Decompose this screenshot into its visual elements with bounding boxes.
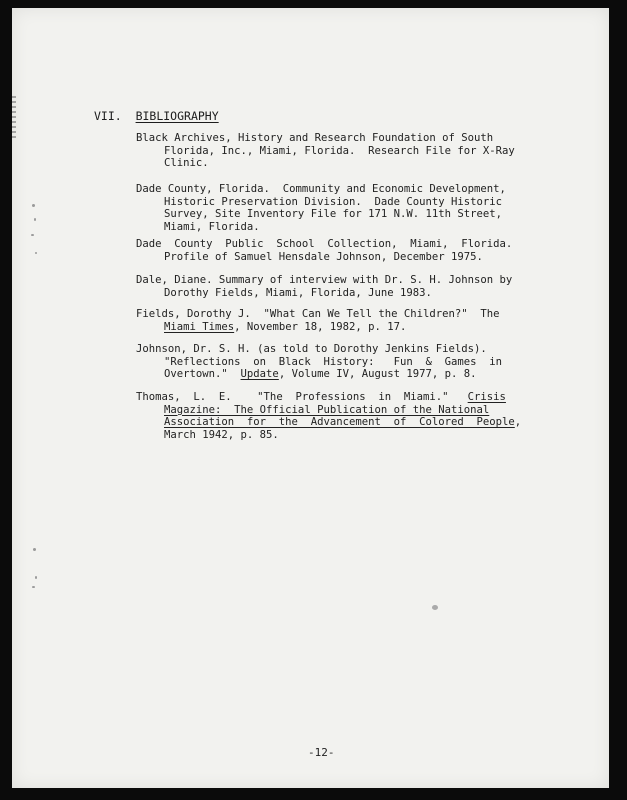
entry-text: Dade County Public School Collection, Miami, Florida.	[136, 238, 513, 250]
underlined-title-text: Magazine: The Official Publication of the National	[164, 403, 490, 416]
entry-line	[136, 132, 566, 145]
underlined-title-text: Crisis	[467, 391, 506, 403]
entry-line	[136, 416, 566, 429]
entry-text: Black Archives, History and Research Foundation of South	[136, 132, 494, 144]
entry-line	[136, 196, 566, 209]
entry-text: Profile of Samuel Hensdale Johnson, December 1975.	[164, 250, 483, 263]
scan-speck	[432, 605, 438, 610]
scan-speck	[31, 234, 34, 236]
entry-text: Johnson, Dr. S. H. (as told to Dorothy Jenkins Fields).	[136, 343, 487, 355]
entry-text: Dale, Diane. Summary of interview with Dr. S. H. Johnson by	[136, 274, 513, 286]
scan-speck	[32, 204, 35, 207]
bibliography-entry	[136, 183, 566, 233]
entry-line	[136, 145, 566, 158]
underlined-title-text: Miami Times	[164, 320, 235, 333]
entry-text: Dorothy Fields, Miami, Florida, June 1983.	[164, 286, 432, 299]
entry-text: March 1942, p. 85.	[164, 428, 279, 441]
entry-text: ,	[514, 416, 522, 429]
entry-text: "Reflections on Black History: Fun & Games in	[164, 355, 503, 368]
bibliography-entry	[136, 274, 566, 299]
scan-speck	[33, 548, 36, 551]
entry-line	[136, 321, 566, 334]
entry-text: Clinic.	[164, 157, 209, 170]
section-heading	[94, 109, 219, 123]
entry-line	[136, 238, 566, 251]
entry-line	[136, 429, 566, 442]
scan-speck	[35, 576, 37, 579]
entry-line	[136, 157, 566, 170]
bibliography-entry	[136, 132, 566, 170]
scan-speck	[34, 218, 36, 221]
entry-text: Florida, Inc., Miami, Florida. Research File for X-Ray	[164, 144, 515, 157]
entry-text: Thomas, L. E. "The Professions in Miami."	[136, 391, 468, 403]
entry-text: , November 18, 1982, p. 17.	[234, 320, 407, 333]
entry-line	[136, 391, 566, 404]
page-number: -12-	[308, 746, 335, 759]
entry-line	[136, 356, 566, 369]
bibliography-entry	[136, 238, 566, 263]
entry-line	[136, 208, 566, 221]
entry-line	[136, 368, 566, 381]
underlined-title-text: Association for the Advancement of Colored People	[164, 416, 515, 429]
entry-text: Overtown."	[164, 368, 241, 381]
scan-speck	[32, 586, 35, 588]
bibliography-entry	[136, 308, 566, 333]
scan-speck	[35, 252, 37, 254]
entry-line	[136, 404, 566, 417]
bibliography-entry	[136, 391, 566, 441]
entry-line	[136, 251, 566, 264]
entry-line	[136, 221, 566, 234]
entry-line	[136, 343, 566, 356]
entry-text: , Volume IV, August 1977, p. 8.	[278, 368, 477, 381]
section-title: BIBLIOGRAPHY	[135, 109, 219, 123]
entry-text: Historic Preservation Division. Dade County Historic	[164, 195, 503, 208]
entry-line	[136, 308, 566, 321]
entry-line	[136, 183, 566, 196]
document-page	[12, 8, 609, 788]
entry-text: Survey, Site Inventory File for 171 N.W. 11th Street,	[164, 208, 503, 221]
underlined-title-text: Update	[240, 368, 279, 381]
section-number: VII.	[94, 109, 122, 123]
scan-edge-marks	[12, 96, 16, 140]
entry-line	[136, 287, 566, 300]
entry-line	[136, 274, 566, 287]
entry-text: Miami, Florida.	[164, 220, 260, 233]
entry-text: Fields, Dorothy J. "What Can We Tell the Children?" The	[136, 308, 500, 320]
entry-text: Dade County, Florida. Community and Economic Development,	[136, 183, 506, 195]
bibliography-entry	[136, 343, 566, 381]
